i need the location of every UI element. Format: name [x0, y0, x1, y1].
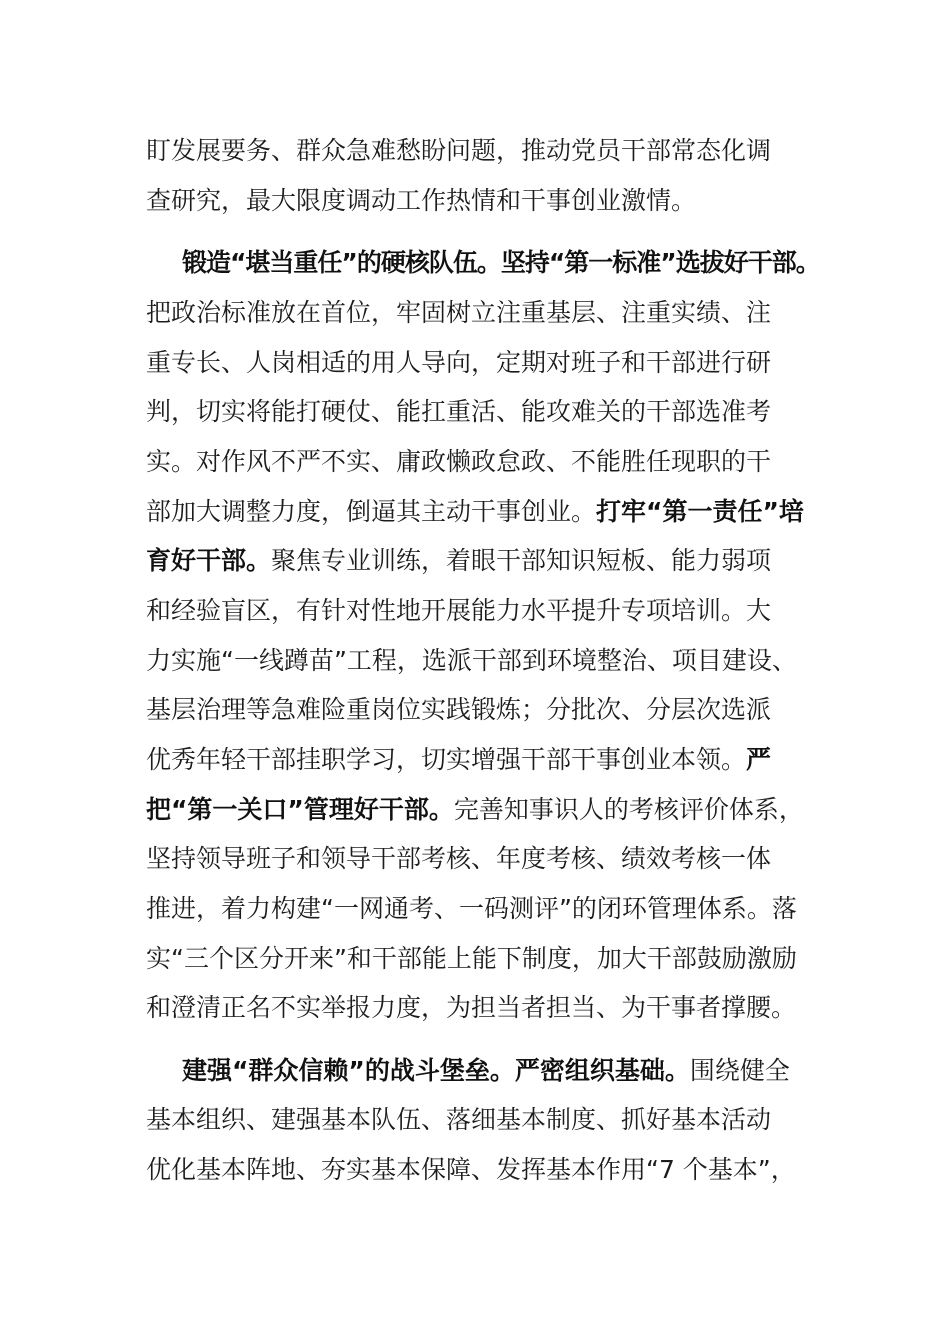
text-line — [146, 646, 797, 676]
bold-heading-run: 严 — [746, 745, 772, 774]
text-line — [146, 348, 771, 378]
text-run: 实。对作风不严不实、庸政懒政怠政、不能胜任现职的干 — [146, 447, 772, 476]
text-run: 优秀年轻干部挂职学习，切实增强干部干事创业本领。 — [146, 745, 747, 774]
text-line — [146, 1105, 771, 1135]
text-run: 坚持领导班子和领导干部考核、年度考核、绩效考核一体 — [146, 844, 772, 873]
text-line — [146, 745, 771, 775]
text-line — [146, 298, 771, 328]
text-line — [146, 596, 771, 626]
text-run: 完善知事识人的考核评价体系， — [453, 795, 804, 824]
text-run: 部加大调整力度，倒逼其主动干事创业。 — [146, 497, 597, 526]
text-line — [146, 844, 771, 874]
bold-heading-run: 育好干部。 — [146, 546, 272, 575]
text-line — [146, 397, 771, 427]
text-line — [146, 894, 797, 924]
text-run: 和澄清正名不实举报力度，为担当者担当、为干事者撑腰。 — [146, 993, 797, 1022]
text-run: 查研究，最大限度调动工作热情和干事创业激情。 — [146, 186, 697, 215]
text-run: 力实施“一线蹲苗”工程，选派干部到环境整治、项目建设、 — [146, 646, 797, 675]
text-run: 聚焦专业训练，着眼干部知识短板、能力弱项 — [271, 546, 772, 575]
bold-heading-run: 建强“群众信赖”的战斗堡垒。严密组织基础。 — [182, 1056, 690, 1085]
text-run: 推进，着力构建“一网通考、一码测评”的闭环管理体系。落 — [146, 894, 797, 923]
text-line — [146, 497, 804, 527]
text-run: 基层治理等急难险重岗位实践锻炼；分批次、分层次选派 — [146, 695, 772, 724]
bold-heading-run: 锻造“堪当重任”的硬核队伍。坚持“第一标准”选拔好干部。 — [182, 248, 820, 277]
text-line — [146, 1155, 796, 1185]
text-run: 和经验盲区，有针对性地开展能力水平提升专项培训。大 — [146, 596, 772, 625]
text-line — [182, 248, 820, 278]
text-run: 优化基本阵地、夯实基本保障、发挥基本作用“7 个基本”， — [146, 1155, 796, 1184]
text-line — [146, 993, 796, 1023]
text-run: 把政治标准放在首位，牢固树立注重基层、注重实绩、注 — [146, 298, 772, 327]
text-line — [146, 546, 771, 576]
text-line — [146, 186, 696, 216]
text-line — [146, 695, 771, 725]
text-run: 判，切实将能打硬仗、能扛重活、能攻难关的干部选准考 — [146, 397, 772, 426]
text-run: 基本组织、建强基本队伍、落细基本制度、抓好基本活动 — [146, 1105, 772, 1134]
bold-heading-run: 打牢“第一责任”培 — [596, 497, 804, 526]
text-line — [146, 447, 771, 477]
text-run: 实“三个区分开来”和干部能上能下制度，加大干部鼓励激励 — [146, 944, 797, 973]
text-run: 盯发展要务、群众急难愁盼问题，推动党员干部常态化调 — [146, 136, 772, 165]
bold-heading-run: 把“第一关口”管理好干部。 — [146, 795, 454, 824]
text-line — [146, 944, 797, 974]
text-line — [146, 795, 804, 825]
text-run: 围绕健全 — [689, 1056, 790, 1085]
text-line — [146, 136, 771, 166]
text-line — [182, 1056, 790, 1086]
text-run: 重专长、人岗相适的用人导向，定期对班子和干部进行研 — [146, 348, 772, 377]
